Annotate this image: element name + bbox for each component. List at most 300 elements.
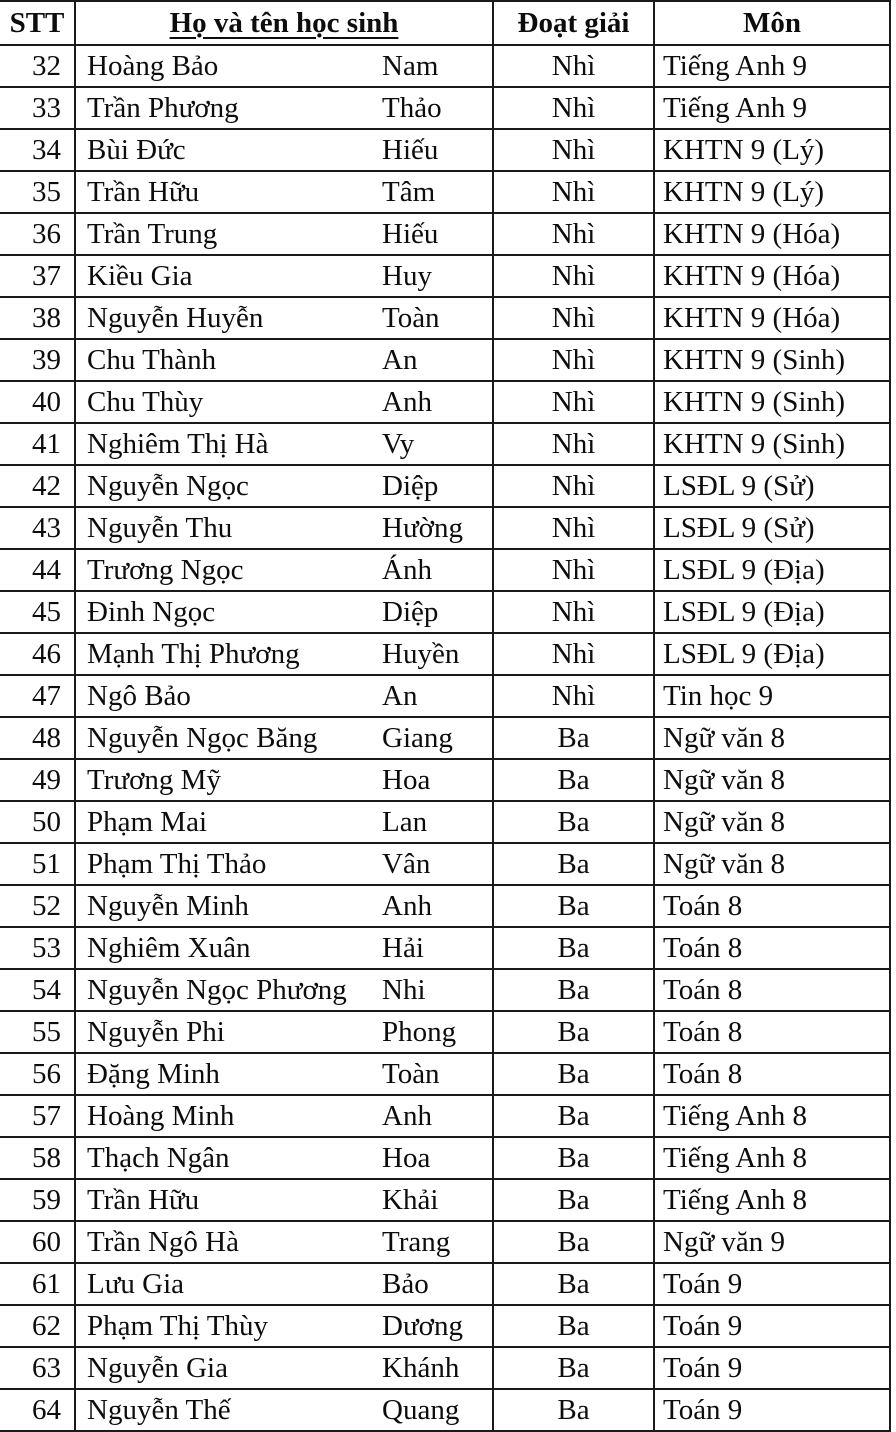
table-row (0, 970, 891, 1012)
family-name: Nguyễn Thu (87, 511, 233, 544)
table-row (0, 550, 891, 592)
subject-value: KHTN 9 (Lý) (663, 133, 825, 166)
name-cell (76, 1096, 494, 1136)
stt-value: 51 (32, 847, 61, 880)
given-name: Anh (382, 889, 432, 922)
stt-cell (0, 1222, 76, 1262)
prize-cell (494, 214, 655, 254)
name-cell (76, 1012, 494, 1052)
name-cell (76, 592, 494, 632)
name-cell (76, 1348, 494, 1388)
prize-value: Ba (557, 1309, 590, 1342)
stt-cell (0, 466, 76, 506)
subject-value: LSĐL 9 (Sử) (663, 511, 815, 544)
table-row (0, 340, 891, 382)
table-row (0, 718, 891, 760)
header-stt (0, 2, 76, 44)
stt-value: 46 (32, 637, 61, 670)
subject-value: KHTN 9 (Hóa) (663, 217, 841, 250)
subject-cell (655, 802, 891, 842)
name-cell (76, 760, 494, 800)
prize-cell (494, 718, 655, 758)
prize-value: Nhì (551, 385, 596, 418)
stt-cell (0, 550, 76, 590)
subject-value: Toán 8 (663, 889, 743, 922)
name-cell (76, 970, 494, 1010)
table-row (0, 466, 891, 508)
subject-cell (655, 424, 891, 464)
given-name: Dương (382, 1309, 463, 1342)
subject-cell (655, 1054, 891, 1094)
subject-cell (655, 340, 891, 380)
stt-value: 58 (32, 1141, 61, 1174)
family-name: Nguyễn Ngọc Băng (87, 721, 318, 754)
table-row (0, 1264, 891, 1306)
name-cell (76, 1264, 494, 1304)
prize-value: Ba (557, 805, 590, 838)
given-name: Khải (382, 1183, 439, 1216)
subject-value: Ngữ văn 8 (663, 763, 786, 796)
subject-value: LSĐL 9 (Địa) (663, 553, 825, 586)
stt-cell (0, 676, 76, 716)
family-name: Phạm Mai (87, 805, 208, 838)
given-name: Hiếu (382, 217, 439, 250)
family-name: Đặng Minh (87, 1057, 220, 1090)
prize-cell (494, 802, 655, 842)
name-cell (76, 172, 494, 212)
given-name: Giang (382, 721, 453, 754)
given-name: Hường (382, 511, 463, 544)
subject-cell (655, 1348, 891, 1388)
name-cell (76, 1180, 494, 1220)
subject-value: Tiếng Anh 9 (663, 91, 807, 124)
prize-value: Nhì (551, 427, 596, 460)
name-cell (76, 886, 494, 926)
subject-cell (655, 214, 891, 254)
prize-value: Nhì (551, 91, 596, 124)
name-cell (76, 802, 494, 842)
given-name: Hiếu (382, 133, 439, 166)
name-cell (76, 1054, 494, 1094)
subject-cell (655, 130, 891, 170)
name-cell (76, 214, 494, 254)
prize-cell (494, 1180, 655, 1220)
stt-cell (0, 1054, 76, 1094)
table-row (0, 634, 891, 676)
given-name: Quang (382, 1393, 460, 1426)
stt-cell (0, 802, 76, 842)
stt-value: 53 (32, 931, 61, 964)
family-name: Trần Trung (87, 217, 218, 250)
given-name: Vân (382, 847, 431, 880)
prize-cell (494, 760, 655, 800)
family-name: Nghiêm Xuân (87, 931, 251, 964)
table-row (0, 88, 891, 130)
prize-cell (494, 256, 655, 296)
prize-value: Ba (557, 1393, 590, 1426)
table-row (0, 1096, 891, 1138)
prize-value: Nhì (551, 133, 596, 166)
prize-cell (494, 550, 655, 590)
table-row (0, 928, 891, 970)
stt-value: 36 (32, 217, 61, 250)
given-name: An (382, 679, 418, 712)
stt-cell (0, 718, 76, 758)
subject-cell (655, 886, 891, 926)
stt-cell (0, 1096, 76, 1136)
family-name: Nguyễn Minh (87, 889, 249, 922)
subject-value: KHTN 9 (Lý) (663, 175, 825, 208)
subject-value: Toán 9 (663, 1267, 743, 1300)
stt-value: 40 (32, 385, 61, 418)
table-header-row (0, 2, 891, 46)
subject-cell (655, 550, 891, 590)
table-row (0, 1012, 891, 1054)
given-name: Anh (382, 1099, 432, 1132)
stt-value: 39 (32, 343, 61, 376)
stt-cell (0, 508, 76, 548)
stt-value: 60 (32, 1225, 61, 1258)
subject-cell (655, 256, 891, 296)
subject-value: KHTN 9 (Sinh) (663, 385, 846, 418)
prize-cell (494, 88, 655, 128)
subject-cell (655, 718, 891, 758)
subject-cell (655, 1264, 891, 1304)
subject-cell (655, 970, 891, 1010)
stt-value: 38 (32, 301, 61, 334)
stt-value: 63 (32, 1351, 61, 1384)
name-cell (76, 46, 494, 86)
stt-cell (0, 634, 76, 674)
family-name: Ngô Bảo (87, 679, 191, 712)
prize-cell (494, 298, 655, 338)
prize-cell (494, 970, 655, 1010)
family-name: Nguyễn Huyễn (87, 301, 264, 334)
family-name: Kiều Gia (87, 259, 193, 292)
table-row (0, 130, 891, 172)
table-row (0, 886, 891, 928)
prize-cell (494, 1054, 655, 1094)
prize-value: Nhì (551, 469, 596, 502)
table-row (0, 1348, 891, 1390)
stt-value: 44 (32, 553, 61, 586)
name-cell (76, 130, 494, 170)
subject-value: Toán 8 (663, 931, 743, 964)
stt-value: 48 (32, 721, 61, 754)
stt-cell (0, 256, 76, 296)
prize-value: Ba (557, 1015, 590, 1048)
prize-cell (494, 130, 655, 170)
stt-cell (0, 214, 76, 254)
family-name: Trần Phương (87, 91, 239, 124)
prize-value: Ba (557, 847, 590, 880)
family-name: Chu Thành (87, 343, 217, 376)
name-cell (76, 676, 494, 716)
stt-cell (0, 886, 76, 926)
given-name: Anh (382, 385, 432, 418)
name-cell (76, 256, 494, 296)
table-row (0, 508, 891, 550)
given-name: Lan (382, 805, 428, 838)
stt-value: 47 (32, 679, 61, 712)
stt-cell (0, 1180, 76, 1220)
subject-value: Toán 8 (663, 1057, 743, 1090)
stt-cell (0, 46, 76, 86)
family-name: Nguyễn Thế (87, 1393, 231, 1426)
stt-cell (0, 760, 76, 800)
subject-value: KHTN 9 (Sinh) (663, 343, 846, 376)
subject-cell (655, 1180, 891, 1220)
stt-value: 34 (32, 133, 61, 166)
header-prize-label: Đoạt giải (517, 6, 630, 39)
prize-cell (494, 676, 655, 716)
header-subject (655, 2, 891, 44)
stt-value: 41 (32, 427, 61, 460)
subject-cell (655, 508, 891, 548)
given-name: Nhi (382, 973, 426, 1006)
subject-value: Tin học 9 (663, 679, 774, 712)
subject-value: KHTN 9 (Hóa) (663, 301, 841, 334)
family-name: Hoàng Minh (87, 1099, 235, 1132)
subject-value: Ngữ văn 8 (663, 847, 786, 880)
given-name: Diệp (382, 469, 439, 502)
table-row (0, 844, 891, 886)
header-name (76, 2, 494, 44)
family-name: Thạch Ngân (87, 1141, 230, 1174)
table-row (0, 676, 891, 718)
subject-value: Tiếng Anh 9 (663, 49, 807, 82)
stt-cell (0, 172, 76, 212)
prize-cell (494, 844, 655, 884)
stt-value: 45 (32, 595, 61, 628)
subject-value: Tiếng Anh 8 (663, 1099, 807, 1132)
stt-value: 43 (32, 511, 61, 544)
given-name: Trang (382, 1225, 451, 1258)
subject-value: Ngữ văn 9 (663, 1225, 786, 1258)
stt-value: 57 (32, 1099, 61, 1132)
subject-value: Toán 8 (663, 1015, 743, 1048)
stt-value: 32 (32, 49, 61, 82)
prize-value: Nhì (551, 343, 596, 376)
stt-value: 56 (32, 1057, 61, 1090)
table-row (0, 1054, 891, 1096)
stt-cell (0, 1138, 76, 1178)
subject-value: LSĐL 9 (Địa) (663, 637, 825, 670)
subject-cell (655, 1390, 891, 1430)
family-name: Nguyễn Gia (87, 1351, 228, 1384)
stt-value: 49 (32, 763, 61, 796)
subject-cell (655, 1138, 891, 1178)
name-cell (76, 340, 494, 380)
prize-cell (494, 1012, 655, 1052)
family-name: Nguyễn Phi (87, 1015, 225, 1048)
name-cell (76, 88, 494, 128)
family-name: Phạm Thị Thảo (87, 847, 267, 880)
stt-value: 50 (32, 805, 61, 838)
name-cell (76, 1390, 494, 1430)
prize-cell (494, 928, 655, 968)
subject-cell (655, 1306, 891, 1346)
table-row (0, 298, 891, 340)
subject-value: Toán 8 (663, 973, 743, 1006)
prize-cell (494, 1348, 655, 1388)
name-cell (76, 382, 494, 422)
prize-cell (494, 382, 655, 422)
family-name: Nguyễn Ngọc (87, 469, 249, 502)
prize-value: Ba (557, 1225, 590, 1258)
prize-cell (494, 1138, 655, 1178)
stt-cell (0, 592, 76, 632)
header-subject-label: Môn (743, 6, 801, 39)
prize-value: Nhì (551, 175, 596, 208)
header-stt-label: STT (9, 6, 65, 39)
table-row (0, 424, 891, 466)
given-name: Toàn (382, 1057, 440, 1090)
subject-value: KHTN 9 (Sinh) (663, 427, 846, 460)
given-name: Nam (382, 49, 439, 82)
table-row (0, 1180, 891, 1222)
name-cell (76, 1138, 494, 1178)
family-name: Trương Mỹ (87, 763, 221, 796)
prize-cell (494, 508, 655, 548)
given-name: Hải (382, 931, 424, 964)
family-name: Phạm Thị Thùy (87, 1309, 268, 1342)
prize-value: Nhì (551, 637, 596, 670)
stt-cell (0, 970, 76, 1010)
family-name: Lưu Gia (87, 1267, 185, 1300)
prize-value: Ba (557, 1183, 590, 1216)
stt-value: 64 (32, 1393, 61, 1426)
stt-value: 37 (32, 259, 61, 292)
given-name: Bảo (382, 1267, 429, 1300)
name-cell (76, 928, 494, 968)
prize-value: Nhì (551, 595, 596, 628)
table-row (0, 1138, 891, 1180)
family-name: Trần Ngô Hà (87, 1225, 239, 1258)
prize-value: Ba (557, 1267, 590, 1300)
stt-value: 54 (32, 973, 61, 1006)
family-name: Nguyễn Ngọc Phương (87, 973, 347, 1006)
table-row (0, 1306, 891, 1348)
stt-cell (0, 424, 76, 464)
prize-cell (494, 340, 655, 380)
prize-cell (494, 1306, 655, 1346)
prize-cell (494, 634, 655, 674)
subject-value: LSĐL 9 (Sử) (663, 469, 815, 502)
stt-cell (0, 1012, 76, 1052)
prize-cell (494, 592, 655, 632)
given-name: Phong (382, 1015, 457, 1048)
table-row (0, 802, 891, 844)
name-cell (76, 1222, 494, 1262)
prize-value: Ba (557, 973, 590, 1006)
prize-cell (494, 172, 655, 212)
stt-cell (0, 340, 76, 380)
prize-value: Nhì (551, 511, 596, 544)
stt-cell (0, 1306, 76, 1346)
family-name: Hoàng Bảo (87, 49, 219, 82)
name-cell (76, 466, 494, 506)
prize-cell (494, 1222, 655, 1262)
subject-value: Toán 9 (663, 1393, 743, 1426)
name-cell (76, 718, 494, 758)
table-row (0, 760, 891, 802)
name-cell (76, 508, 494, 548)
prize-cell (494, 466, 655, 506)
stt-cell (0, 928, 76, 968)
prize-value: Ba (557, 931, 590, 964)
prize-value: Ba (557, 1351, 590, 1384)
table-row (0, 592, 891, 634)
stt-value: 33 (32, 91, 61, 124)
subject-cell (655, 466, 891, 506)
name-cell (76, 424, 494, 464)
prize-cell (494, 886, 655, 926)
family-name: Trần Hữu (87, 1183, 200, 1216)
subject-cell (655, 1222, 891, 1262)
prize-value: Nhì (551, 553, 596, 586)
table-row (0, 382, 891, 424)
table-row (0, 1222, 891, 1264)
stt-cell (0, 298, 76, 338)
subject-cell (655, 1096, 891, 1136)
subject-value: LSĐL 9 (Địa) (663, 595, 825, 628)
subject-cell (655, 760, 891, 800)
name-cell (76, 550, 494, 590)
stt-value: 42 (32, 469, 61, 502)
table-row (0, 172, 891, 214)
given-name: Tâm (382, 175, 436, 208)
family-name: Mạnh Thị Phương (87, 637, 300, 670)
stt-cell (0, 1264, 76, 1304)
prize-value: Ba (557, 889, 590, 922)
stt-value: 59 (32, 1183, 61, 1216)
prize-value: Ba (557, 1099, 590, 1132)
stt-value: 55 (32, 1015, 61, 1048)
given-name: Vy (382, 427, 415, 460)
given-name: Khánh (382, 1351, 460, 1384)
given-name: Diệp (382, 595, 439, 628)
prize-cell (494, 1264, 655, 1304)
name-cell (76, 298, 494, 338)
subject-cell (655, 88, 891, 128)
stt-value: 61 (32, 1267, 61, 1300)
subject-cell (655, 382, 891, 422)
family-name: Trần Hữu (87, 175, 200, 208)
subject-value: Tiếng Anh 8 (663, 1141, 807, 1174)
stt-cell (0, 130, 76, 170)
table-row (0, 256, 891, 298)
subject-cell (655, 172, 891, 212)
subject-value: Toán 9 (663, 1309, 743, 1342)
prize-value: Ba (557, 763, 590, 796)
subject-cell (655, 1012, 891, 1052)
subject-value: KHTN 9 (Hóa) (663, 259, 841, 292)
family-name: Trương Ngọc (87, 553, 244, 586)
family-name: Bùi Đức (87, 133, 186, 166)
given-name: Huy (382, 259, 432, 292)
prize-cell (494, 424, 655, 464)
table-row (0, 46, 891, 88)
stt-cell (0, 382, 76, 422)
prize-value: Nhì (551, 679, 596, 712)
prize-cell (494, 46, 655, 86)
family-name: Đinh Ngọc (87, 595, 216, 628)
prize-value: Nhì (551, 259, 596, 292)
stt-cell (0, 1348, 76, 1388)
header-name-label: Họ và tên học sinh (169, 6, 399, 39)
prize-value: Ba (557, 1141, 590, 1174)
